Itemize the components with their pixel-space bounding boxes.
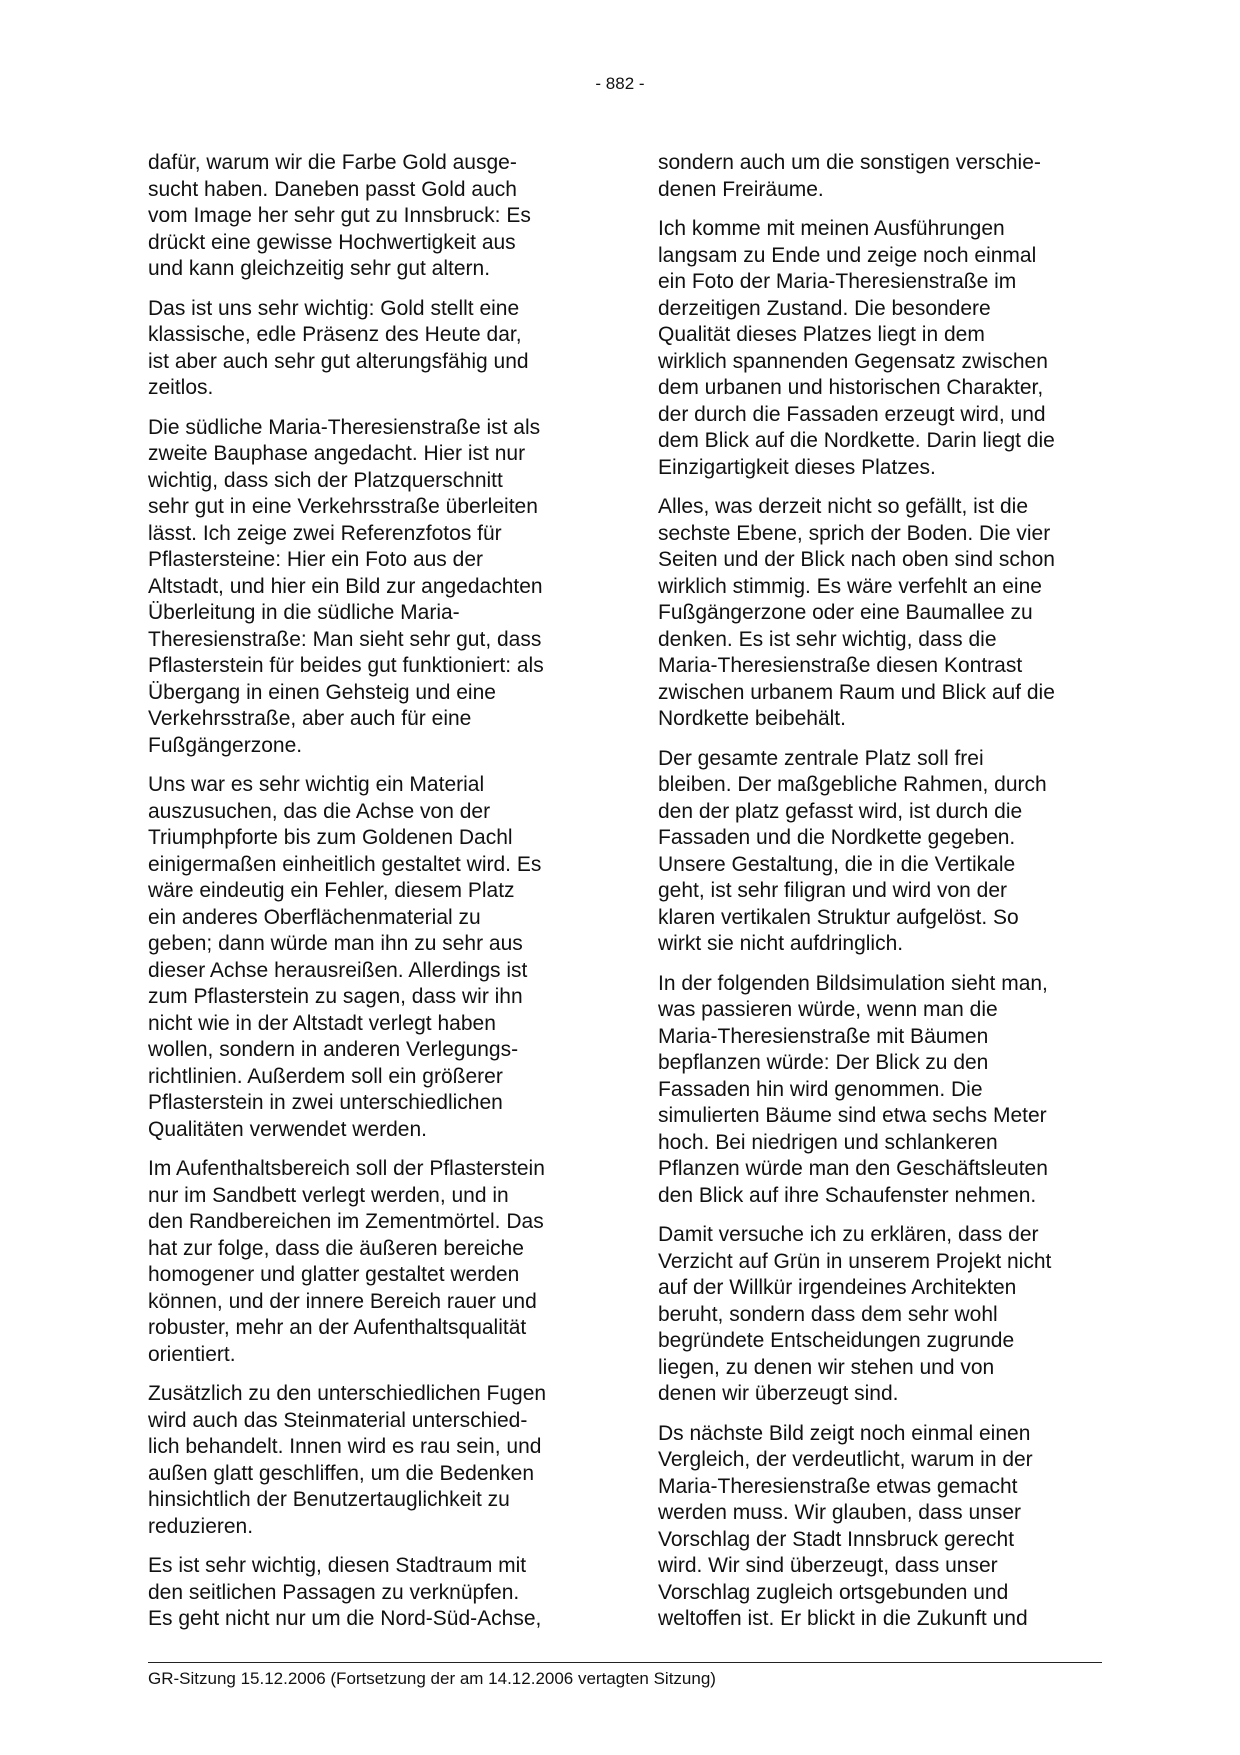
footer-text: GR-Sitzung 15.12.2006 (Fortsetzung der am 14.12.2006 vertagten Sitzung) [148, 1669, 716, 1688]
paragraph: dafür, warum wir die Farbe Gold ausge- sucht haben. Daneben passt Gold auch vom Image her sehr gut zu Innsbruck: Es drückt eine gewisse Hochwertigkeit aus und kann gleichzeitig sehr gut altern. [148, 151, 531, 280]
paragraph: Das ist uns sehr wichtig: Gold stellt eine klassische, edle Präsenz des Heute dar, ist aber auch sehr gut alterungsfähig und zeitlos. [148, 296, 529, 399]
paragraph: Zusätzlich zu den unterschiedlichen Fugen wird auch das Steinmaterial unterschied- lich behandelt. Innen wird es rau sein, und außen glatt geschliffen, um die Bedenken hinsichtlich der Benutzertauglichkeit zu reduzieren. [148, 1382, 547, 1538]
paragraph: In der folgenden Bildsimulation sieht man, was passieren würde, wenn man die Maria-Theresienstraße mit Bäumen bepflanzen würde: Der Blick zu den Fassaden hin wird genommen. Die simulierten Bäume sind etwa sechs Meter hoch. Bei niedrigen und schlankeren Pflanzen würde man den Geschäftsleuten den Blick auf ihre Schaufenster nehmen. [658, 971, 1048, 1207]
left-text-column [148, 150, 598, 1646]
paragraph: Ich komme mit meinen Ausführungen langsam zu Ende und zeige noch einmal ein Foto der Maria-Theresienstraße im derzeitigen Zustand. Die besondere Qualität dieses Platzes liegt in dem wirklich spannenden Gegensatz zwischen dem urbanen und historischen Charakter, der durch die Fassaden erzeugt wird, und dem Blick auf die Nordkette. Darin liegt die Einzigartigkeit dieses Platzes. [658, 217, 1055, 479]
paragraph: Alles, was derzeit nicht so gefällt, ist die sechste Ebene, sprich der Boden. Die vier Seiten und der Blick nach oben sind schon wirklich stimmig. Es wäre verfehlt an eine Fußgängerzone oder eine Baumallee zu denken. Es ist sehr wichtig, dass die Maria-Theresienstraße diesen Kontrast zwischen urbanem Raum und Blick auf die Nordkette beibehält. [658, 495, 1055, 730]
paragraph: sondern auch um die sonstigen verschie- denen Freiräume. [658, 151, 1041, 201]
paragraph: Damit versuche ich zu erklären, dass der Verzicht auf Grün in unserem Projekt nicht auf der Willkür irgendeines Architekten beruht, sondern dass dem sehr wohl begründete Entscheidungen zugrunde liegen, zu denen wir stehen und von denen wir überzeugt sind. [658, 1223, 1052, 1405]
page-number: - 882 - [595, 74, 645, 93]
paragraph: Ds nächste Bild zeigt noch einmal einen Vergleich, der verdeutlicht, warum in der Maria-Theresienstraße etwas gemacht werden muss. Wir glauben, dass unser Vorschlag der Stadt Innsbruck gerecht wird. Wir sind überzeugt, dass unser Vorschlag zugleich ortsgebunden und weltoffen ist. Er blickt in die Zukunft und [658, 1421, 1033, 1630]
paragraph: Uns war es sehr wichtig ein Material auszusuchen, das die Achse von der Triumphpforte bis zum Goldenen Dachl einigermaßen einheitlich gestaltet wird. Es wäre eindeutig ein Fehler, diesem Platz ein anderes Oberflächenmaterial zu geben; dann würde man ihn zu sehr aus dieser Achse herausreißen. Allerdings ist zum Pflasterstein zu sagen, dass wir ihn nicht wie in der Altstadt verlegt haben wollen, sondern in anderen Verlegungs- richtlinien. Außerdem soll ein größerer Pflasterstein in zwei unterschiedlichen Qualitäten verwendet werden. [148, 773, 542, 1141]
paragraph: Der gesamte zentrale Platz soll frei bleiben. Der maßgebliche Rahmen, durch den der platz gefasst wird, ist durch die Fassaden und die Nordkette gegeben. Unsere Gestaltung, die in die Vertikale geht, ist sehr filigran und wird von der klaren vertikalen Struktur aufgelöst. So wirkt sie nicht aufdringlich. [658, 746, 1047, 955]
paragraph: Die südliche Maria-Theresienstraße ist als zweite Bauphase angedacht. Hier ist nur wichtig, dass sich der Platzquerschnitt sehr gut in eine Verkehrsstraße überleiten lässt. Ich zeige zwei Referenzfotos für Pflastersteine: Hier ein Foto aus der Altstadt, und hier ein Bild zur angedachten Überleitung in die südliche Maria- Theresienstraße: Man sieht sehr gut, dass Pflasterstein für beides gut funktioniert: als Übergang in einen Gehsteig und eine Verkehrsstraße, aber auch für eine Fußgängerzone. [148, 415, 544, 757]
footer-divider [148, 1662, 1102, 1663]
paragraph: Es ist sehr wichtig, diesen Stadtraum mit den seitlichen Passagen zu verknüpfen. Es geht nicht nur um die Nord-Süd-Achse, [148, 1554, 542, 1630]
paragraph: Im Aufenthaltsbereich soll der Pflasterstein nur im Sandbett verlegt werden, und in den Randbereichen im Zementmörtel. Das hat zur folge, dass die äußeren bereiche homogener und glatter gestaltet werden können, und der innere Bereich rauer und robuster, mehr an der Aufenthaltsqualität orientiert. [148, 1157, 545, 1366]
right-text-column [658, 150, 1108, 1646]
